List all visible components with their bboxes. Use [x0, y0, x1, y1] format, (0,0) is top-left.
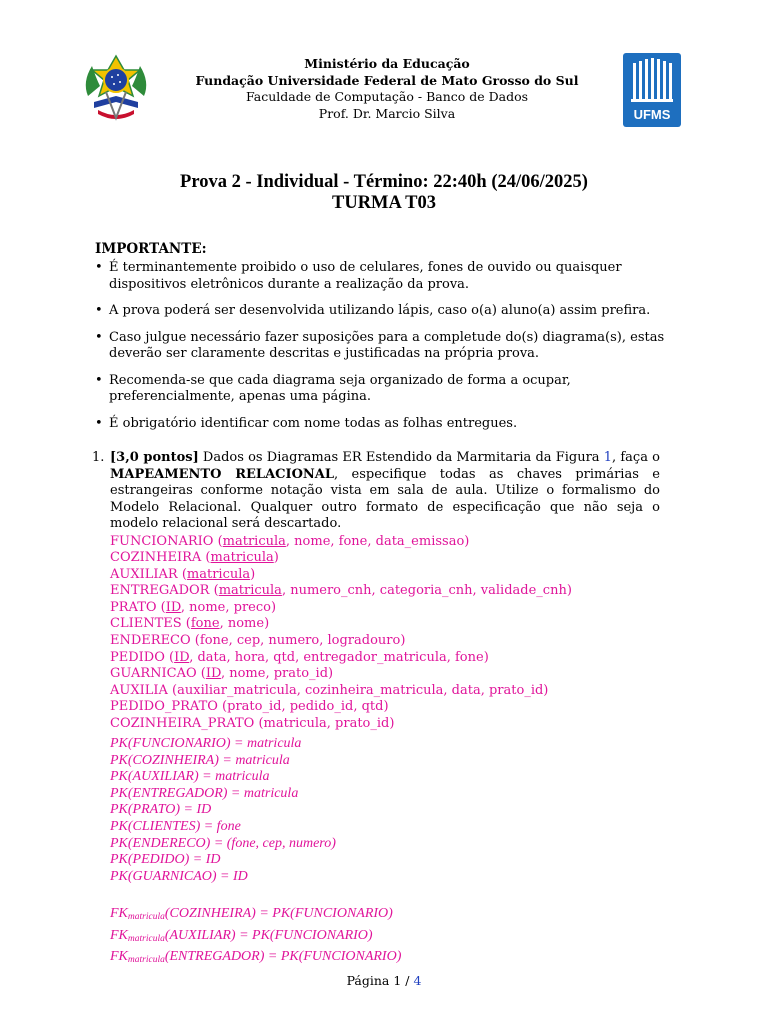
relation-row: PRATO (ID, nome, preco)	[110, 599, 277, 615]
relation-row: PEDIDO_PRATO (prato_id, pedido_id, qtd)	[110, 699, 389, 715]
page-footer	[0, 973, 768, 988]
pk-row: PK(ENTREGADOR) = matricula	[110, 785, 299, 801]
pk-row: PK(PRATO) = ID	[110, 802, 212, 818]
ufms-logo-icon	[623, 53, 681, 127]
pk-row: PK(COZINHEIRA) = matricula	[110, 752, 290, 768]
relation-row: AUXILIA (auxiliar_matricula, cozinheira_matricula, data, prato_id)	[110, 682, 549, 698]
relation-row: ENDERECO (fone, cep, numero, logradouro)	[110, 633, 406, 649]
pk-row: PK(AUXILIAR) = matricula	[110, 769, 270, 785]
pk-row: PK(CLIENTES) = fone	[110, 818, 241, 834]
question-1	[92, 450, 660, 733]
relation-row: PEDIDO (ID, data, hora, qtd, entregador_matricula, fone)	[110, 649, 489, 665]
brazil-coat-of-arms-icon	[78, 52, 154, 128]
ufms-logo-text: UFMS	[633, 107, 671, 122]
figure-link[interactable]: 1	[603, 450, 613, 465]
foundation-name: Fundação Universidade Federal de Mato Grosso do Sul	[195, 72, 579, 88]
relation-row: CLIENTES (fone, nome)	[110, 616, 270, 632]
relation-row: GUARNICAO (ID, nome, prato_id)	[110, 666, 334, 682]
question-statement: [3,0 pontos] Dados os Diagramas ER Estendido da Marmitaria da Figura 1, faça o MAPEAMENTO RELACIONAL, especifique todas as chaves primárias e estrangeiras conforme notação vista em sala de aula. Utilize o formalismo do Modelo Relacional. Qualquer outro formato de especificação que não seja o modelo relacional será descartado.	[110, 450, 660, 531]
list-item: • Recomenda-se que cada diagrama seja organizado de forma a ocupar, preferencialmente, apenas uma página.	[95, 372, 571, 404]
institution-header	[180, 56, 594, 122]
question-task: MAPEAMENTO RELACIONAL	[110, 466, 335, 482]
exam-title: Prova 2 - Individual - Término: 22:40h (24/06/2025)	[180, 172, 588, 192]
relations-list	[110, 534, 660, 733]
total-pages-link[interactable]: 4	[413, 973, 422, 988]
important-list	[95, 260, 670, 432]
faculty-course: Faculdade de Computação - Banco de Dados	[245, 89, 529, 104]
professor-name: Prof. Dr. Marcio Silva	[318, 105, 456, 121]
ministry-name: Ministério da Educação	[304, 56, 470, 71]
list-item: • A prova poderá ser desenvolvida utilizando lápis, caso o(a) aluno(a) assim prefira.	[95, 303, 651, 318]
pk-row: PK(FUNCIONARIO) = matricula	[110, 736, 302, 751]
important-heading: IMPORTANTE:	[95, 241, 207, 257]
fk-row: $FK_{matricula}(AUXILIAR)$ = PK(FUNCIONARIO)	[110, 927, 373, 944]
pk-row: PK(GUARNICAO) = ID	[110, 868, 248, 884]
list-item: • Caso julgue necessário fazer suposições para a completude do(s) diagrama(s), estas deverão ser claramente descritas e justificadas na própria prova.	[95, 329, 665, 361]
fk-row: $FK_{matricula}(ENTREGADOR)$ = PK(FUNCIONARIO)	[110, 949, 402, 965]
question-points: [3,0 pontos]	[110, 450, 199, 465]
pk-row: PK(ENDERECO) = (fone, cep, numero)	[110, 835, 336, 851]
pk-row: PK(PEDIDO) = ID	[110, 852, 221, 868]
relation-row: AUXILIAR (matricula)	[110, 566, 256, 582]
class-title: TURMA T03	[332, 193, 436, 213]
relation-row: FUNCIONARIO (matricula, nome, fone, data_emissao)	[110, 533, 470, 549]
relation-row: COZINHEIRA_PRATO (matricula, prato_id)	[110, 716, 395, 732]
question-number: 1.	[92, 450, 105, 465]
page-number-label: Página 1 /	[346, 973, 414, 988]
list-item: • É obrigatório identificar com nome todas as folhas entregues.	[95, 415, 518, 431]
primary-keys	[110, 736, 336, 885]
relation-row: COZINHEIRA (matricula)	[110, 550, 279, 566]
foreign-keys	[110, 905, 401, 970]
fk-row: $FK_{matricula}(COZINHEIRA)$ = PK(FUNCIONARIO)	[110, 906, 393, 922]
list-item: • É terminantemente proibido o uso de celulares, fones de ouvido ou quaisquer dispositivos eletrônicos durante a realização da prova.	[95, 260, 622, 292]
relation-row: ENTREGADOR (matricula, numero_cnh, categoria_cnh, validade_cnh)	[110, 583, 572, 599]
